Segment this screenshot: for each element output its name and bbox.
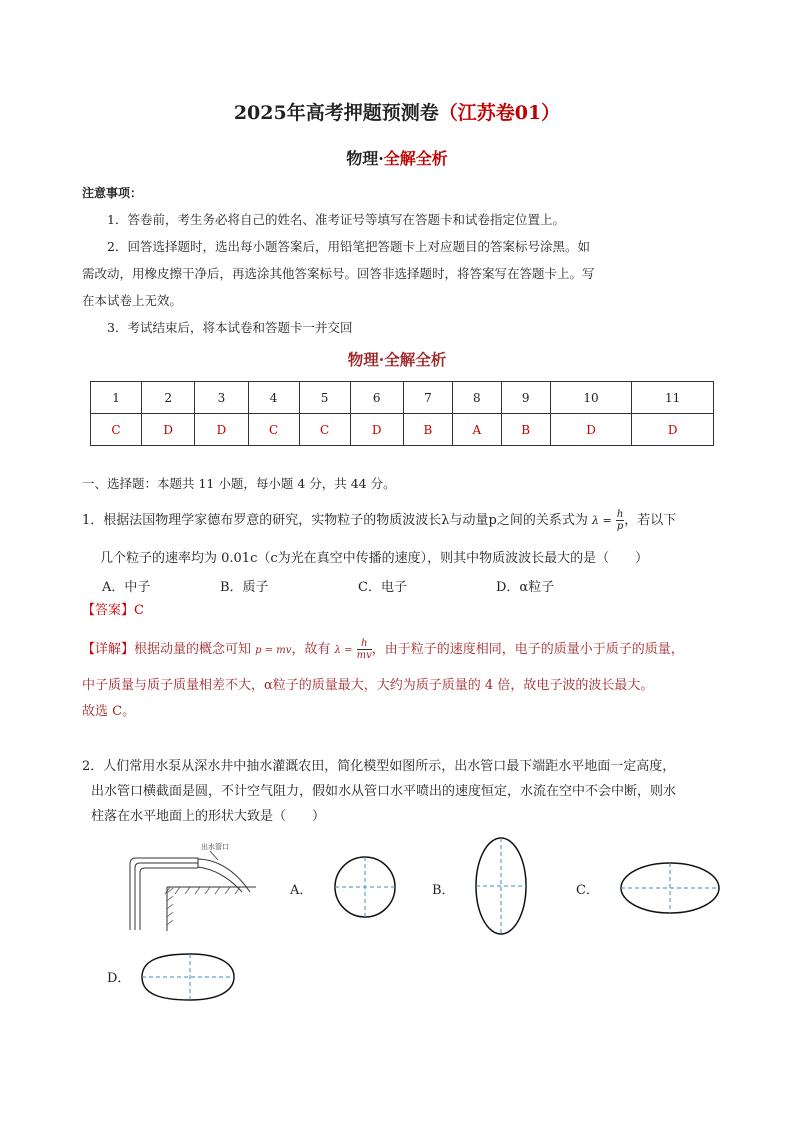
- q1-text-tail: ，若以下: [624, 513, 677, 528]
- section-heading: 一、选择题：本题共 11 小题，每小题 4 分，共 44 分。: [82, 476, 396, 491]
- answer-number: 10: [550, 382, 632, 414]
- q1-formula-denominator: p: [616, 521, 624, 532]
- q2-option-c-label: C．: [576, 883, 599, 898]
- label-pointer: [210, 851, 218, 860]
- note-item-3: 3．考试结束后，将本试卷和答题卡一并交回: [107, 320, 353, 335]
- q2-stem-line3: 柱落在水平地面上的形状大致是（ ）: [91, 809, 326, 824]
- q1-detail-tag: 【详解】: [82, 642, 135, 657]
- answer-choice: A: [453, 414, 501, 446]
- answer-number: 11: [632, 382, 714, 414]
- water-jet-lower: [198, 867, 242, 892]
- q1-detail-fraction: [357, 638, 372, 661]
- q1-detail-text-c: ，由于粒子的速度相同，电子的质量小于质子的质量，: [371, 642, 684, 657]
- answer-choice: C: [248, 414, 299, 446]
- q1-text: 1．根据法国物理学家德布罗意的研究，实物粒子的物质波波长λ与动量p之间的关系式为: [82, 513, 588, 528]
- answer-choice: D: [142, 414, 195, 446]
- q2-option-a-label: A．: [290, 883, 313, 898]
- q1-detail-text-b: ，故有: [291, 642, 331, 657]
- outlet-label: 出水管口: [201, 843, 229, 851]
- well-pipe: [130, 858, 198, 930]
- answer-number: 2: [142, 382, 195, 414]
- answer-choice: B: [501, 414, 550, 446]
- q2-option-d-shape: [132, 952, 236, 1002]
- q1-formula-lhs: λ =: [591, 514, 612, 527]
- q2-stem-line2: 出水管口横截面是圆，不计空气阻力，假如水从管口水平喷出的速度恒定，水流在空中不会中断，则水: [91, 784, 677, 799]
- q1-option-b: B．质子: [220, 580, 269, 595]
- answer-number: 9: [501, 382, 550, 414]
- answer-choice: C: [299, 414, 350, 446]
- notes-heading: 注意事项：: [82, 186, 143, 200]
- answer-number: 5: [299, 382, 350, 414]
- answer-number: 8: [453, 382, 501, 414]
- subtitle: [0, 146, 794, 169]
- note-item-2-line2: 需改动，用橡皮擦干净后，再选涂其他答案标号。回答非选择题时，将答案写在答题卡上。写: [82, 266, 595, 281]
- answer-choice: C: [91, 414, 142, 446]
- q2-option-b-shape: [474, 836, 528, 936]
- q2-option-d-label: D．: [107, 971, 131, 986]
- pump-figure: [118, 838, 263, 933]
- q1-stem-line1: [82, 509, 676, 532]
- subtitle-subject: 物理: [346, 149, 379, 168]
- page-title: [0, 98, 794, 125]
- q1-detail-lhs: λ =: [334, 645, 353, 656]
- q2-option-a-shape: [333, 855, 397, 919]
- q1-detail-line2: 中子质量与质子质量相差不大，α粒子的质量最大，大约为质子质量的 4 倍，故电子波的波长最大。: [82, 678, 654, 693]
- answer-choice: D: [195, 414, 248, 446]
- answer-number-row: [91, 382, 714, 414]
- answer-choice-row: [91, 414, 714, 446]
- answer-choice: D: [350, 414, 403, 446]
- table-title: 物理·全解全析: [347, 350, 447, 369]
- q2-option-b-label: B．: [432, 883, 455, 898]
- answer-number: 7: [403, 382, 452, 414]
- q2-option-c-shape: [619, 861, 721, 915]
- q1-detail-text-a: 根据动量的概念可知: [134, 642, 252, 657]
- well-hatch: [167, 888, 173, 925]
- q1-option-c: C．电子: [358, 580, 407, 595]
- q1-detail-line1: [82, 638, 684, 662]
- q1-formula-numerator: h: [616, 509, 624, 520]
- ground-hatch: [165, 887, 240, 894]
- q1-detail-denominator: mv: [356, 650, 372, 661]
- note-item-2-line3: 在本试卷上无效。: [82, 293, 183, 308]
- q1-answer: 【答案】C: [82, 603, 144, 618]
- q1-option-a: A．中子: [102, 580, 151, 595]
- answer-number: 3: [195, 382, 248, 414]
- answer-table: [90, 381, 714, 446]
- note-item-2-line1: 2．回答选择题时，选出每小题答案后，用铅笔把答题卡上对应题目的答案标号涂黑。如: [107, 239, 590, 254]
- q1-formula-fraction: [616, 509, 624, 532]
- q1-detail-line3: 故选 C。: [82, 704, 136, 719]
- q1-stem-line2: 几个粒子的速率均为 0.01c（c为光在真空中传播的速度），则其中物质波波长最大的是（ ）: [100, 551, 649, 566]
- title-province: （江苏卷01）: [438, 102, 561, 124]
- title-main: 2025年高考押题预测卷: [233, 102, 439, 124]
- q2-stem-line1: 2．人们常用水泵从深水井中抽水灌溉农田，简化模型如图所示，出水管口最下端距水平地面一定高度，: [82, 759, 676, 774]
- subtitle-analysis: 全解全析: [383, 149, 448, 168]
- q1-detail-numerator: h: [357, 638, 372, 650]
- answer-number: 4: [248, 382, 299, 414]
- note-item-1: 1．答卷前，考生务必将自己的姓名、准考证号等填写在答题卡和试卷指定位置上。: [107, 212, 565, 227]
- q1-detail-momentum: p = mv: [255, 645, 292, 656]
- answer-number: 6: [350, 382, 403, 414]
- answer-number: 1: [91, 382, 142, 414]
- answer-choice: D: [632, 414, 714, 446]
- answer-choice: B: [403, 414, 452, 446]
- q1-option-d: D．α粒子: [496, 580, 555, 595]
- answer-choice: D: [550, 414, 632, 446]
- subtitle-dot: ·: [378, 149, 384, 168]
